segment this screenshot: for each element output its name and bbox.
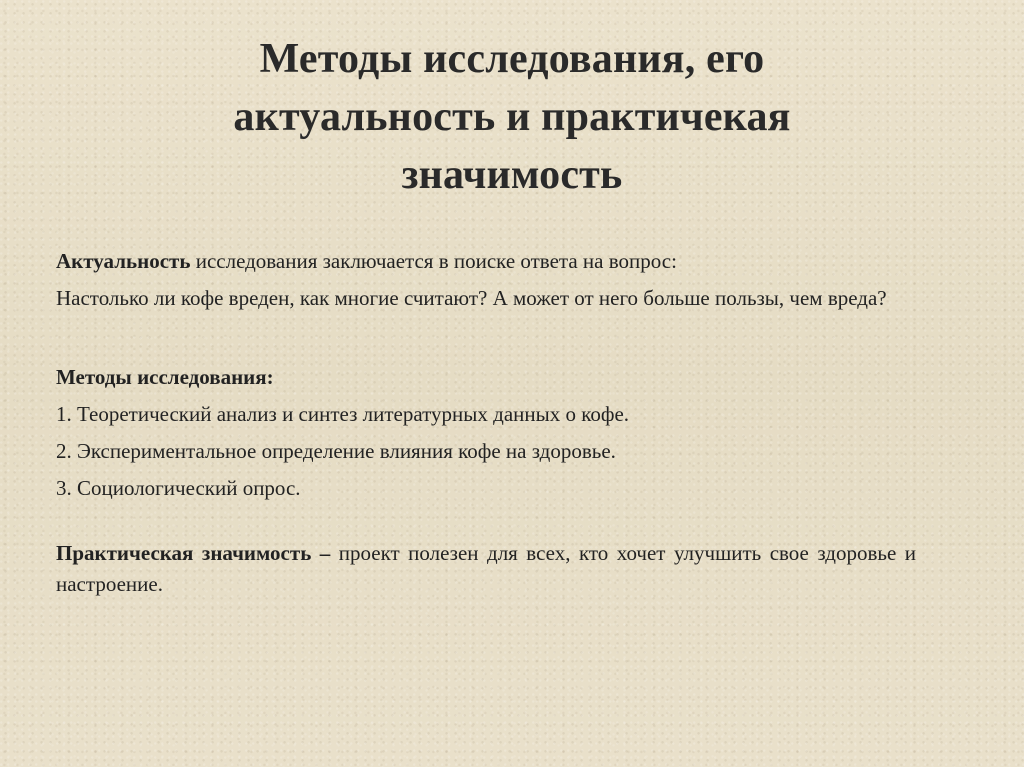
- slide-content: [56, 246, 916, 600]
- question-paragraph: Настолько ли кофе вреден, как многие считают? А может от него больше пользы, чем вреда?: [56, 286, 887, 310]
- spacer: [56, 314, 916, 362]
- title-line-1: Методы исследования, его: [259, 36, 765, 82]
- actuality-paragraph: [56, 246, 916, 277]
- method-item-1: 1. Теоретический анализ и синтез литературных данных о кофе.: [56, 402, 630, 426]
- practical-paragraph: [56, 538, 916, 600]
- methods-heading: Методы исследования:: [56, 365, 274, 389]
- title-line-2: актуальность и практичекая: [233, 94, 791, 140]
- actuality-text: исследования заключается в поиске ответа на вопрос:: [190, 249, 677, 273]
- title-line-3: значимость: [401, 152, 623, 198]
- slide-title: [90, 30, 934, 204]
- method-item-3: 3. Социологический опрос.: [56, 476, 301, 500]
- practical-label: Практическая значимость –: [56, 541, 331, 565]
- practical-text: проект полезен для всех, кто хочет улучшить свое здоровье и настроение.: [56, 541, 916, 596]
- method-item-2: 2. Экспериментальное определение влияния кофе на здоровье.: [56, 439, 616, 463]
- spacer: [56, 504, 916, 538]
- actuality-label: Актуальность: [56, 249, 191, 273]
